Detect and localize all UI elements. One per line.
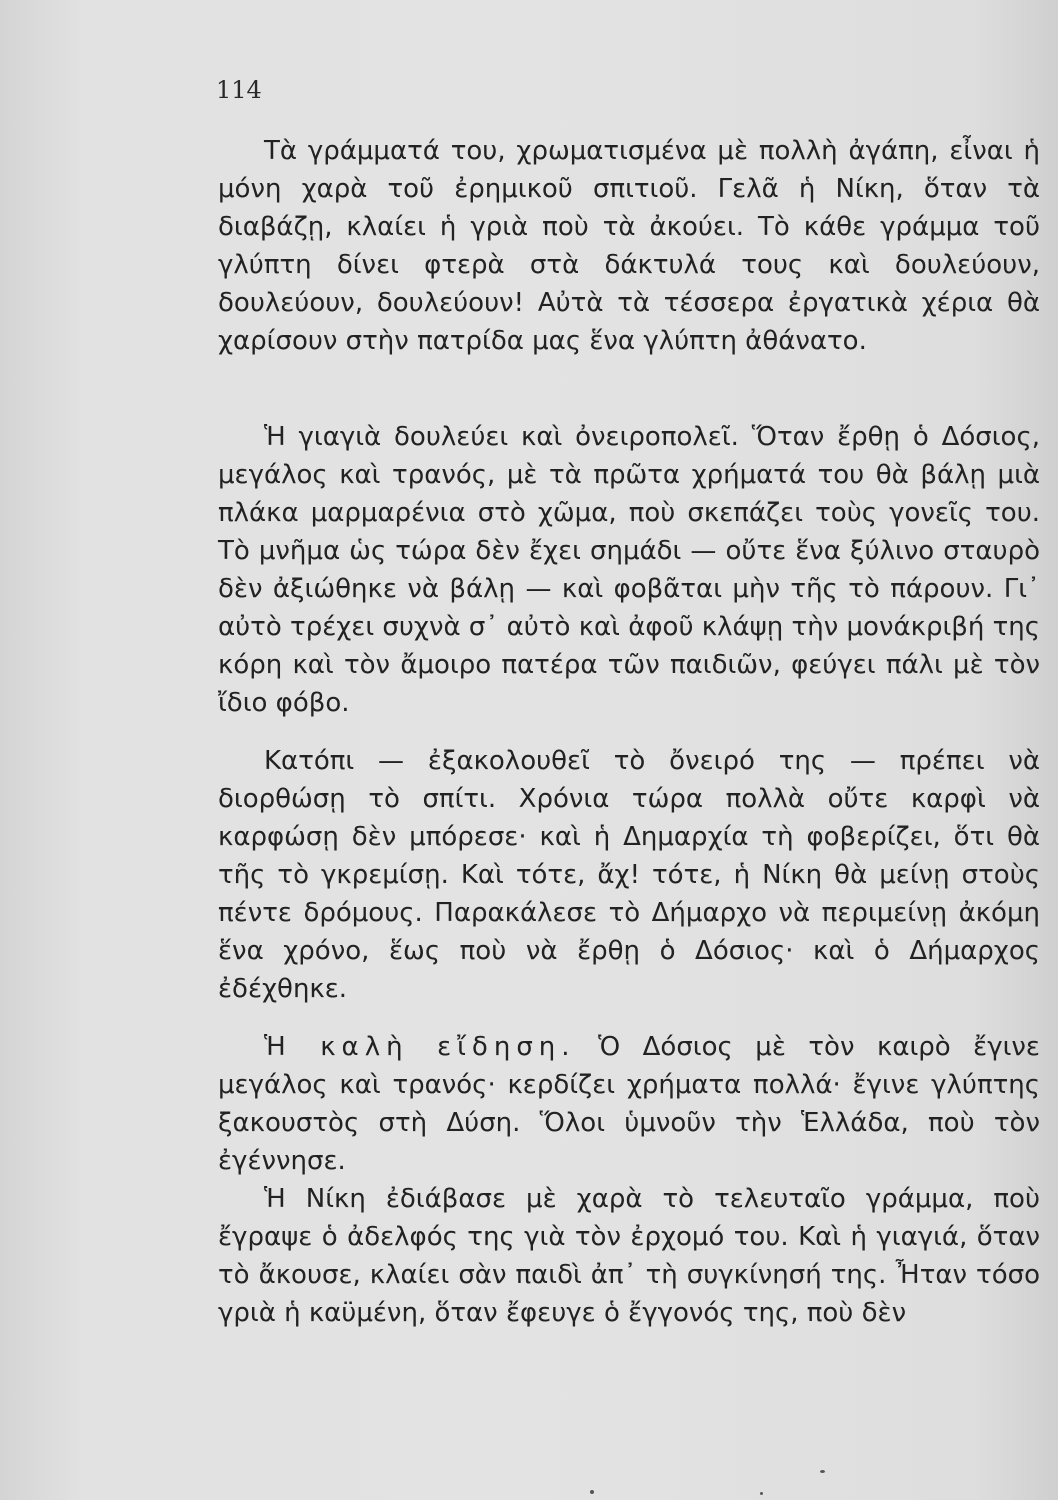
section-heading: Ἡ καλὴ εἴδηση. (264, 1032, 576, 1062)
paragraph-2: Ἡ γιαγιὰ δουλεύει καὶ ὀνειροπολεῖ. Ὅταν ἔρθῃ ὁ Δόσιος, μεγάλος καὶ τρανός, μὲ τὰ πρῶτα χρήματά του θὰ βάλῃ μιὰ πλάκα μαρμαρένια στὸ χῶμα, ποὺ σκεπάζει τοὺς γονεῖς του. Τὸ μνῆμα ὡς τώρα δὲν ἔχει σημάδι — οὔτε ἕνα ξύλινο σταυρὸ δὲν ἀξιώθηκε νὰ βάλῃ — καὶ φοβᾶται μὴν τῆς τὸ πάρουν. Γι᾽ αὐτὸ τρέχει συχνὰ σ᾽ αὐτὸ καὶ ἀφοῦ κλάψῃ τὴν μονάκριβή της κόρη καὶ τὸν ἄμοιρο πατέρα τῶν παιδιῶν, φεύγει πάλι μὲ τὸν ἴδιο φόβο. (218, 422, 1040, 718)
page-number: 114 (216, 76, 262, 104)
print-speck (820, 1470, 825, 1473)
paragraph-last-letter (218, 1180, 1040, 1332)
paragraph-1: Τὰ γράμματά του, χρωματισμένα μὲ πολλὴ ἀγάπη, εἶναι ἡ μόνη χαρὰ τοῦ ἐρημικοῦ σπιτιοῦ. Γελᾶ ἡ Νίκη, ὅταν τὰ διαβάζῃ, κλαίει ἡ γριὰ ποὺ τὰ ἀκούει. Τὸ κάθε γράμμα τοῦ γλύπτη δίνει φτερὰ στὰ δάκτυλά τους καὶ δουλεύουν, δουλεύουν, δουλεύουν! Αὐτὰ τὰ τέσσερα ἐργατικὰ χέρια θὰ χαρίσουν στὴν πατρίδα μας ἕνα γλύπτη ἀθάνατο. (218, 136, 1040, 356)
section-good-news (218, 1028, 1040, 1180)
print-speck (760, 1492, 763, 1495)
paragraph-grandmother (218, 418, 1040, 722)
section-first-paragraph-text: Ὁ Δόσιος μὲ τὸν καιρὸ ἔγινε μεγάλος καὶ τρανός· κερδίζει χρήματα πολλά· ἔγινε γλύπτης ξακουστὸς στὴ Δύση. Ὅλοι ὑμνοῦν τὴν Ἑλλάδα, ποὺ τὸν ἐγέννησε. (218, 1032, 1040, 1176)
paragraph-letters (218, 132, 1040, 360)
section-first-paragraph (218, 1028, 1040, 1180)
print-speck (590, 1490, 594, 1494)
paragraph-house (218, 742, 1040, 1008)
section-second-paragraph: Ἡ Νίκη ἐδιάβασε μὲ χαρὰ τὸ τελευταῖο γράμμα, ποὺ ἔγραψε ὁ ἀδελφός της γιὰ τὸν ἐρχομό του. Καὶ ἡ γιαγιά, ὅταν τὸ ἄκουσε, κλαίει σὰν παιδὶ ἀπ᾽ τὴ συγκίνησή της. Ἦταν τόσο γριὰ ἡ καϋμένη, ὅταν ἔφευγε ὁ ἔγγονός της, ποὺ δὲν (218, 1184, 1040, 1328)
paragraph-3: Κατόπι — ἐξακολουθεῖ τὸ ὄνειρό της — πρέπει νὰ διορθώσῃ τὸ σπίτι. Χρόνια τώρα πολλὰ οὔτε καρφὶ νὰ καρφώσῃ δὲν μπόρεσε· καὶ ἡ Δημαρχία τὴ φοβερίζει, ὅτι θὰ τῆς τὸ γκρεμίσῃ. Καὶ τότε, ἄχ! τότε, ἡ Νίκη θὰ μείνῃ στοὺς πέντε δρόμους. Παρακάλεσε τὸ Δήμαρχο νὰ περιμείνῃ ἀκόμη ἕνα χρόνο, ἕως ποὺ νὰ ἔρθῃ ὁ Δόσιος· καὶ ὁ Δήμαρχος ἐδέχθηκε. (218, 746, 1040, 1004)
